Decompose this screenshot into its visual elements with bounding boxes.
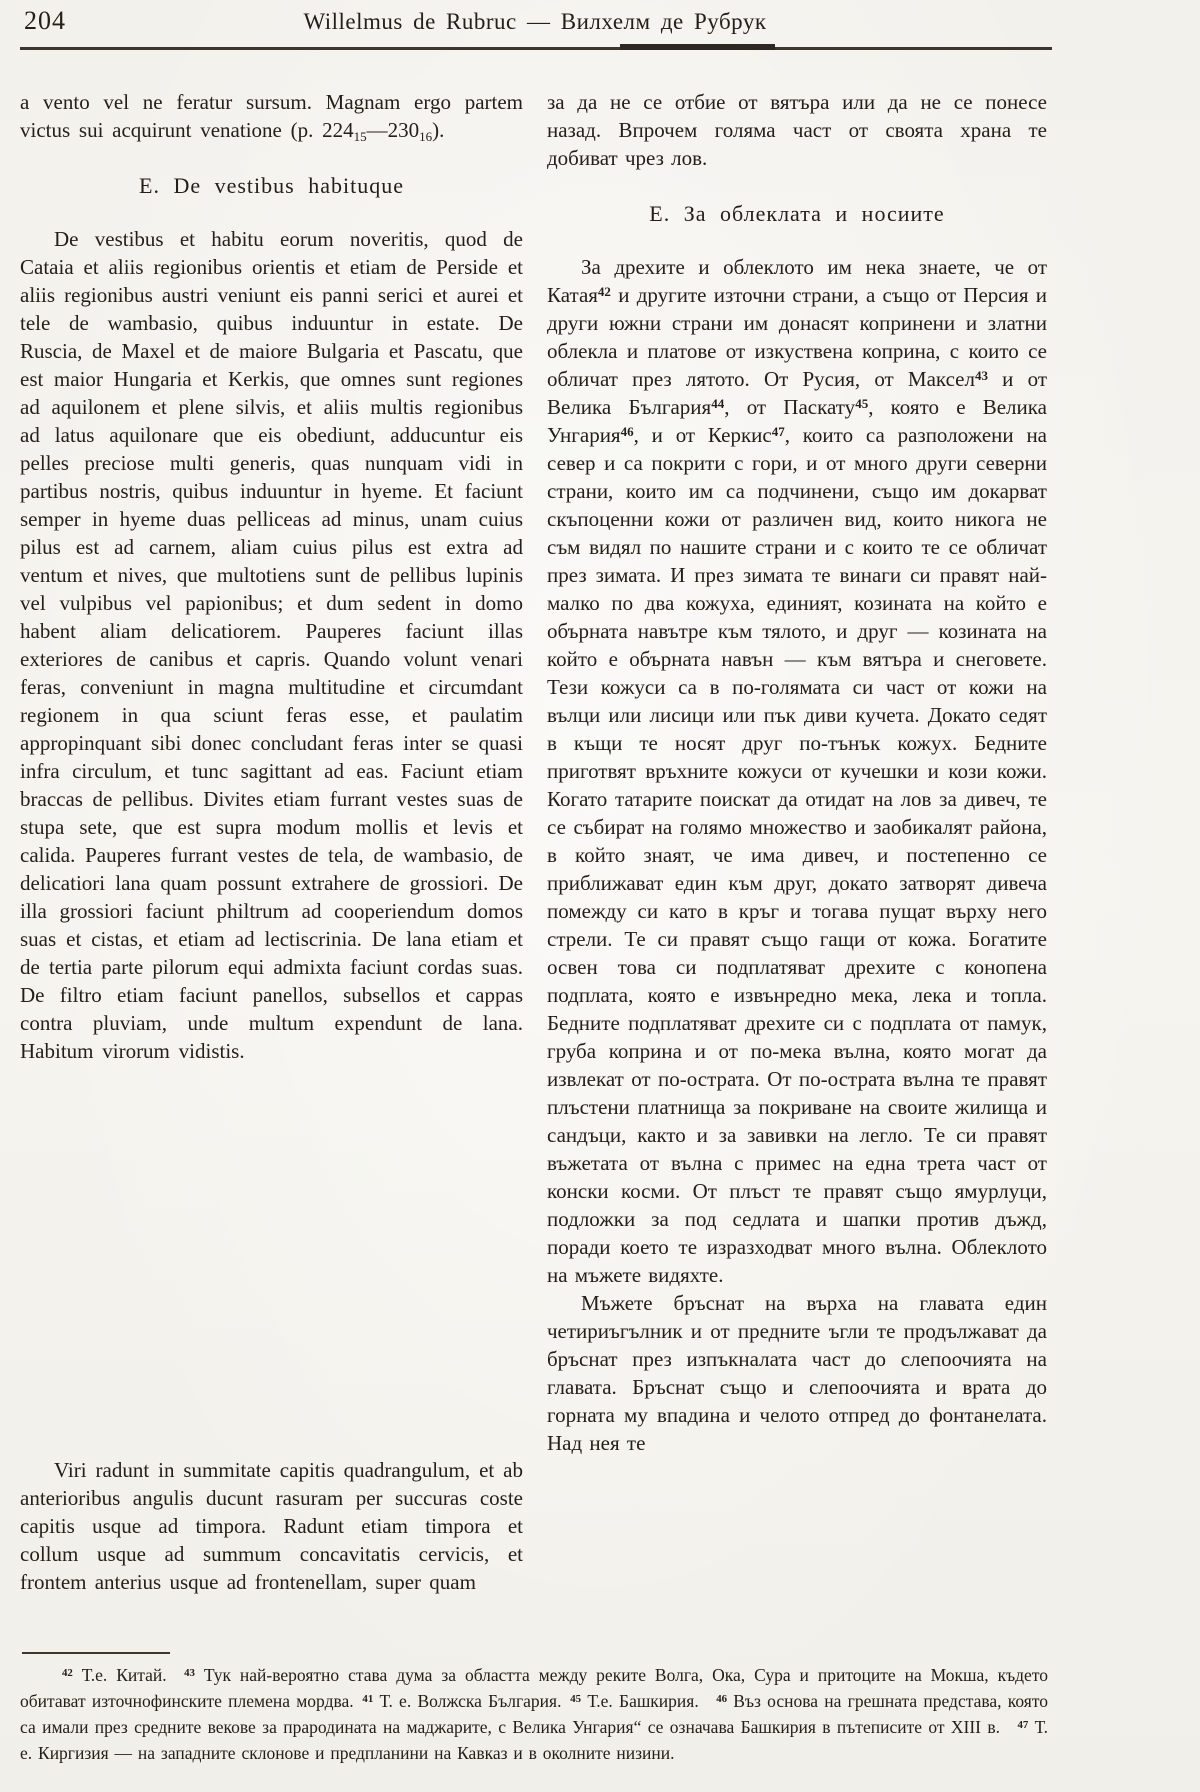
right-column <box>547 88 1047 1457</box>
latin-last-paragraph: Viri radunt in summitate capitis quadrangulum, et ab anterioribus angulis ducunt rasuram per succuras coste capitis usque ad timpora. Radunt etiam timpora et collum usque ad summum concavitatis cervicis, et frontem anterius usque ad frontenellam, super quam <box>20 1458 523 1594</box>
bulgarian-intro-paragraph: за да не се отбие от вятъра или да не се понесе назад. Впрочем голяма част от своята храна те добиват чрез лов. <box>547 90 1047 170</box>
latin-main-paragraph: De vestibus et habitu eorum noveritis, quod de Cataia et aliis regionibus orientis et etiam de Perside et aliis regionibus austri veniunt eis panni serici et aurei et tele de wambasio, quibus induuntur in estate. De Ruscia, de Maxel et de maiore Bulgaria et Pascatu, que est maior Hungaria et Kerkis, que omnes sunt regiones ad aquilonem et plene silvis, et aliis multis regionibus ad latus aquilonare que eis obediunt, adducuntur eis pelles preciose multi generis, quas nunquam vidi in partibus nostris, quibus induuntur in hyeme. Et faciunt semper in hyeme duas pelliceas ad minus, unam cuius pilus est ad carnem, aliam cuius pilus est extra ad ventum et nives, que multotiens sunt de pellibus lupinis vel vulpibus vel papionibus; et dum sedent in domo habent aliam delicatiorem. Pauperes faciunt illas exteriores de canibus et capris. Quando volunt venari feras, conveniunt in magna multitudine et circumdant regionem in qua sciunt feras esse, et paulatim appropinquant sibi donec concludant feras inter se quasi infra circulum, et tunc sagittant ad eas. Faciunt etiam braccas de pellibus. Divites etiam furrant vestes suas de stupa sete, que est supra modum mollis et levis et calida. Pauperes furrant vestes de tela, de wambasio, de delicatiori lana quam possunt extrahere de grossiori. De illa grossiori faciunt philtrum ad cooperiendum domos suas et cistas, et etiam ad lectiscrinia. De lana etiam et de tertia parte pilorum equi admixta faciunt cordas suas. De filtro etiam faciunt panellos, subsellos et cappas contra pluviam, unde multum expendunt de lana. Habitum virorum vidistis. <box>20 227 523 1063</box>
header-rule-bold-segment <box>620 44 775 50</box>
page-number: 204 <box>24 6 66 35</box>
bulgarian-main-paragraph: За дрехите и облеклото им нека знаете, че от Катая$^{42}$ и другите източни страни, а също от Персия и други южни страни им донасят копринени и златни облекла и платове от изкуствена коприна, с които се обличат през лятото. От Русия, от Максел$^{43}$ и от Велика България$^{44}$, от Паскату$^{45}$, която е Велика Унгария$^{46}$, и от Керкис$^{47}$, които са разположени на север и са покрити с гори, и от много други северни страни, които им са подчинени, също им докарват скъпоценни кожи от различен вид, които никога не съм видял по нашите страни и с които те се обличат през зимата. И през зимата те винаги си правят най-малко по два кожуха, единият, козината на който е обърната навътре към тялото, и друг — козината на който е обърната навън — към вятъра и снеговете. Тези кожуси са в по-голямата си част от кожи на вълци или лисици или пък диви кучета. Докато седят в къщи те носят друг по-тънък кожух. Бедните приготвят връхните кожуси от кучешки и кози кожи. Когато татарите поискат да отидат на лов за дивеч, те се събират на голямо множество и заобикалят района, в който знаят, че има дивеч, и постепенно се приближават един към друг, докато затворят дивеча помежду си като в кръг и тогава пущат върху него стрели. Те си правят също гащи от кожа. Богатите освен това си подплатяват дрехите с конопена подплата, която е извънредно мека, лека и топла. Бедните подплатяват дрехите си с подплата от памук, груба коприна и от по-мека вълна, която могат да извлекат от по-острата. От по-острата вълна те правят плъстени платнища за покриване на своите жилища и сандъци, както и за завивки на легло. Те си правят въжетата от вълна с примес на една трета част от конски косми. От плъст те правят също ямурлуци, подложки за под седлата и шапки против дъжд, поради което те изразходват много вълна. Облеклото на мъжете видяхте. <box>547 255 1048 1287</box>
latin-intro-paragraph: a vento vel ne feratur sursum. Magnam ergo partem victus sui acquirunt venatione (p. $224_{15}—230_{16}$). <box>20 90 523 144</box>
latin-section-heading: E. De vestibus habituque <box>139 173 404 198</box>
footnote-rule <box>22 1652 170 1654</box>
bulgarian-section-heading: Е. За облеклата и носиите <box>649 201 945 226</box>
footnotes: $^{42}$ Т.е. Китай. $^{43}$ Тук най-вероятно става дума за областта между реките Волга, Ока, Сура и притоците на Мокша, където обитават източнофинските племена мордва. $^{41}$ Т. е. Волжска България. $^{45}$ Т.е. Башкирия. $^{46}$ Въз основа на грешната представа, която са имали през средните векове за прародината на маджарите, с Велика Унгария“ се означава Башкирия в пътеписите от XIII в. $^{47}$ Т. е. Киргизия — на западните склонове и предпланини на Кавказ и в околните низини. <box>20 1665 1048 1763</box>
bulgarian-last-paragraph: Мъжете бръснат на върха на главата един четириъгълник и от предните ъгли те продължават да бръснат през изпъкналата част до слепоочията на главата. Бръснат също и слепоочията и врата до горната му впадина и челото отпред до фонтанелата. Над нея те <box>547 1291 1047 1455</box>
left-column <box>20 88 523 1065</box>
running-title: Willelmus de Rubruc — Вилхелм де Рубрук <box>303 9 767 34</box>
header-rule <box>20 47 1052 50</box>
